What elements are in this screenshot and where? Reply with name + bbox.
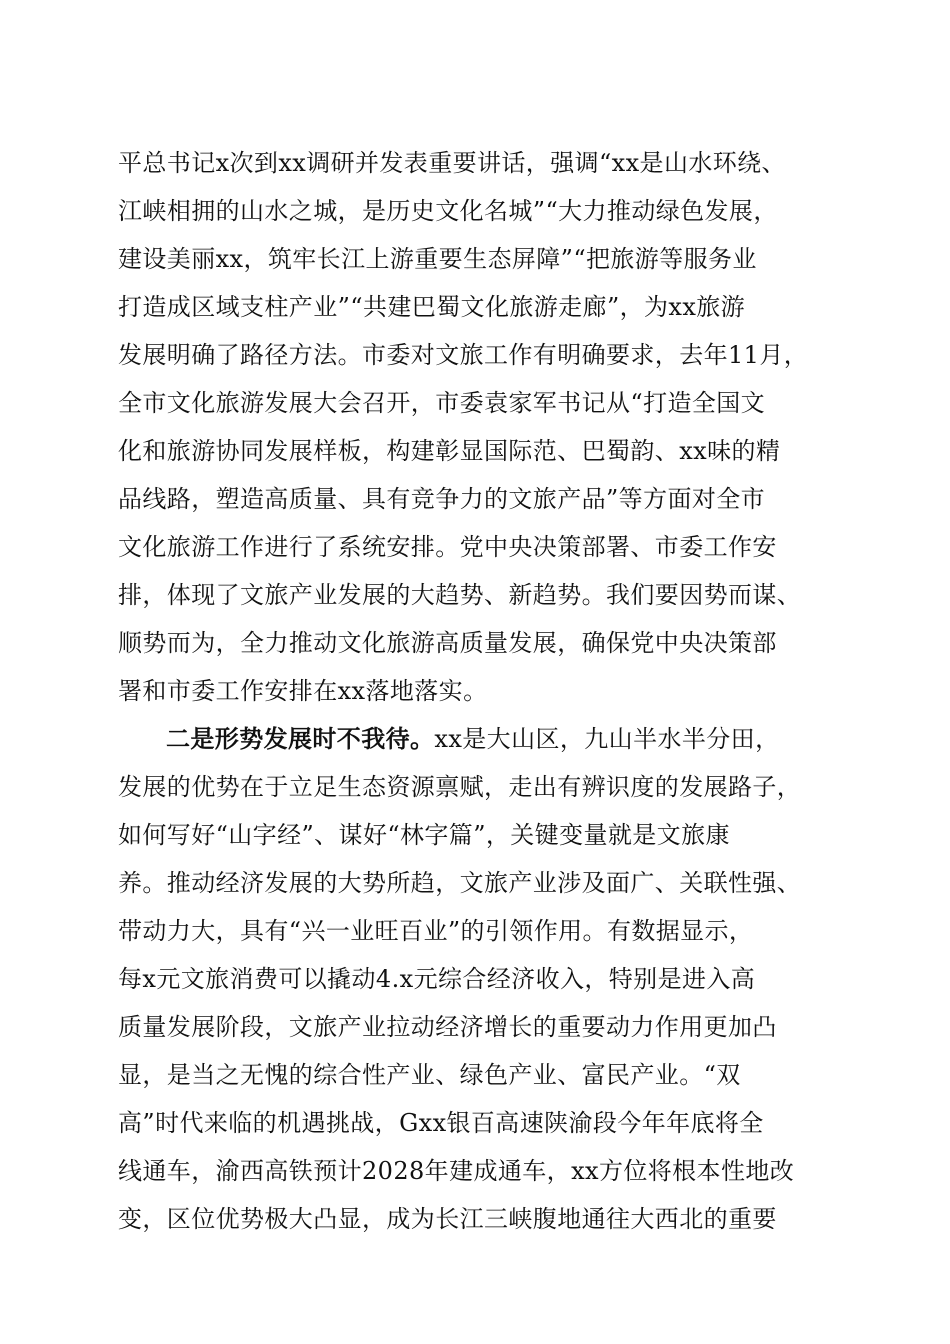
paragraph-first-line-text: xx是大山区，九山半水半分田， bbox=[434, 725, 780, 753]
paragraph-heading: 二是形势发展时不我待。 bbox=[166, 724, 435, 753]
paragraph-line: 平总书记x次到xx调研并发表重要讲话，强调“xx是山水环绕、 bbox=[118, 149, 786, 177]
paragraph-line: 质量发展阶段，文旅产业拉动经济增长的重要动力作用更加凸 bbox=[118, 1013, 777, 1041]
paragraph-line: 变，区位优势极大凸显，成为长江三峡腹地通往大西北的重要 bbox=[118, 1205, 777, 1233]
paragraph-line: 显，是当之无愧的综合性产业、绿色产业、富民产业。“双 bbox=[118, 1061, 741, 1089]
paragraph-line: 发展明确了路径方法。市委对文旅工作有明确要求，去年11月， bbox=[118, 341, 809, 369]
paragraph-line: 顺势而为，全力推动文化旅游高质量发展，确保党中央决策部 bbox=[118, 629, 777, 657]
paragraph-line: 文化旅游工作进行了系统安排。党中央决策部署、市委工作安 bbox=[118, 533, 777, 561]
paragraph-line: 建设美丽xx，筑牢长江上游重要生态屏障”“把旅游等服务业 bbox=[118, 245, 757, 273]
paragraph-line: 养。推动经济发展的大势所趋，文旅产业涉及面广、关联性强、 bbox=[118, 869, 802, 897]
paragraph-line: 高”时代来临的机遇挑战，Gxx银百高速陕渝段今年年底将全 bbox=[118, 1109, 764, 1137]
paragraph-line: 全市文化旅游发展大会召开，市委袁家军书记从“打造全国文 bbox=[118, 389, 766, 417]
paragraph-line: 江峡相拥的山水之城，是历史文化名城”“大力推动绿色发展， bbox=[118, 197, 778, 225]
paragraph-line: 品线路，塑造高质量、具有竞争力的文旅产品”等方面对全市 bbox=[118, 485, 766, 513]
paragraph-line: 每x元文旅消费可以撬动4.x元综合经济收入，特别是进入高 bbox=[118, 965, 756, 993]
document-body bbox=[118, 139, 838, 1243]
paragraph-line: 打造成区域支柱产业”“共建巴蜀文化旅游走廊”，为xx旅游 bbox=[118, 293, 746, 321]
paragraph-line: 发展的优势在于立足生态资源禀赋，走出有辨识度的发展路子， bbox=[118, 773, 802, 801]
paragraph-2 bbox=[118, 715, 838, 1243]
paragraph-line: 排，体现了文旅产业发展的大趋势、新趋势。我们要因势而谋、 bbox=[118, 581, 802, 609]
paragraph-line: 化和旅游协同发展样板，构建彰显国际范、巴蜀韵、xx味的精 bbox=[118, 437, 781, 465]
paragraph-first-line bbox=[118, 715, 838, 763]
paragraph-1 bbox=[118, 139, 838, 715]
paragraph-line: 线通车，渝西高铁预计2028年建成通车，xx方位将根本性地改 bbox=[118, 1157, 795, 1185]
paragraph-line: 署和市委工作安排在xx落地落实。 bbox=[118, 677, 488, 705]
paragraph-line: 带动力大，具有“兴一业旺百业”的引领作用。有数据显示， bbox=[118, 917, 754, 945]
paragraph-line: 如何写好“山字经”、谋好“林字篇”，关键变量就是文旅康 bbox=[118, 821, 730, 849]
